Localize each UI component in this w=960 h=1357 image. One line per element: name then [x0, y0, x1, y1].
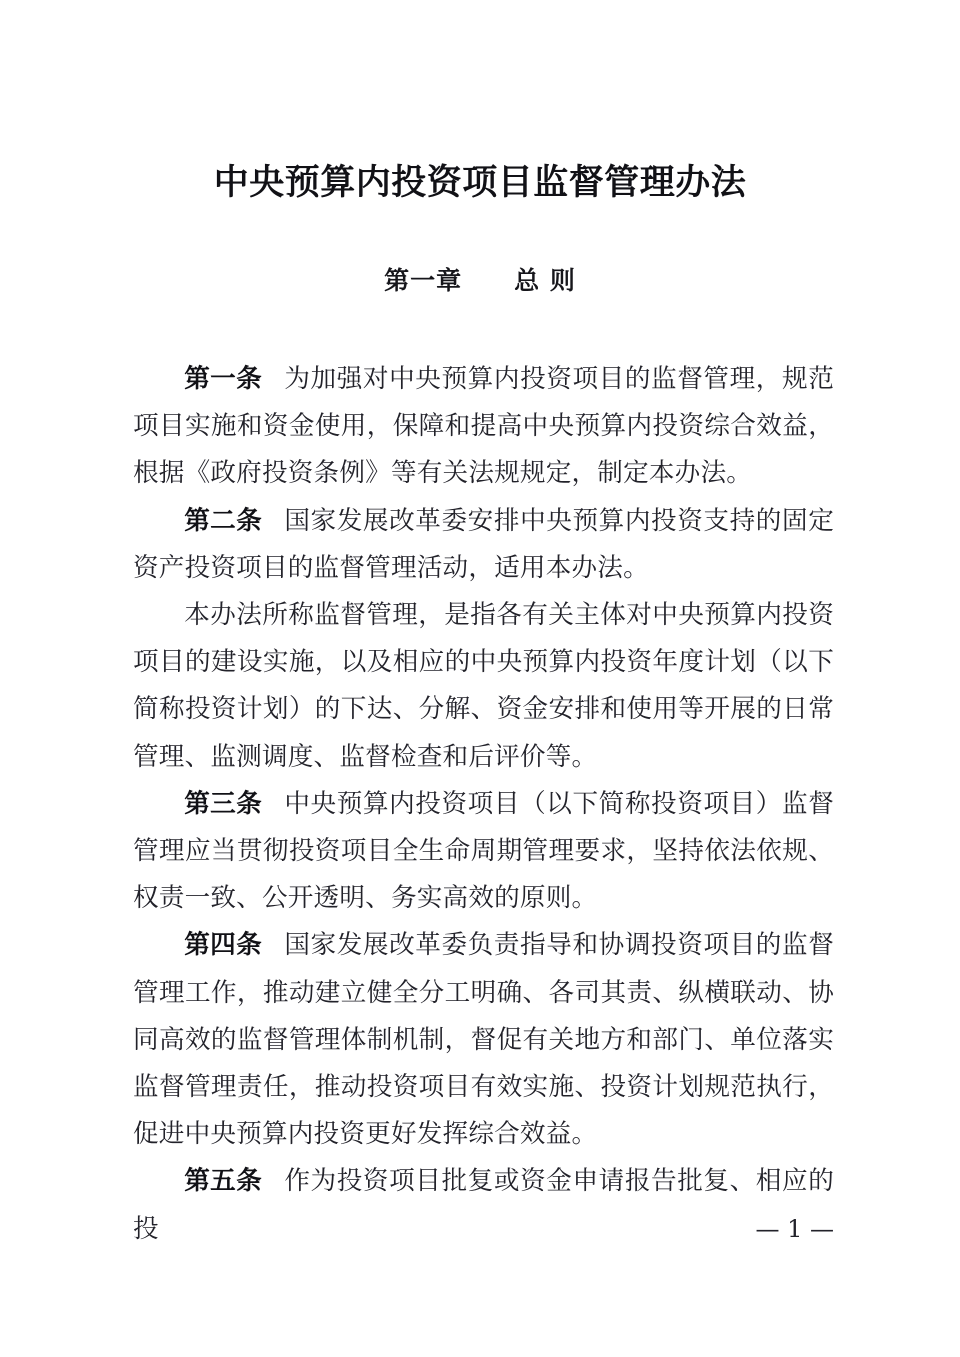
article-label: 第五条: [184, 1166, 263, 1197]
chapter-heading: 第一章 总 则: [384, 266, 576, 295]
article-text: 国家发展改革委负责指导和协调投资项目的监督管理工作，推动建立健全分工明确、各司其责、纵横联动、协同高效的监督管理体制机制，督促有关地方和部门、单位落实监督管理责任，推动投资项目有效实施、投资计划规范执行，促进中央预算内投资更好发挥综合效益。: [133, 930, 834, 1150]
article-label: 第三条: [184, 788, 263, 819]
article-text: 为加强对中央预算内投资项目的监督管理，规范项目实施和资金使用，保障和提高中央预算内投资综合效益，根据《政府投资条例》等有关法规规定，制定本办法。: [133, 364, 834, 489]
article-text: 国家发展改革委安排中央预算内投资支持的固定资产投资项目的监督管理活动，适用本办法。: [133, 505, 834, 583]
page-number-footer: — 1 —: [755, 1215, 834, 1243]
article-label: 第一条: [184, 364, 263, 394]
article-text: 本办法所称监督管理，是指各有关主体对中央预算内投资项目的建设实施，以及相应的中央预算内投资年度计划（以下简称投资计划）的下达、分解、资金安排和使用等开展的日常管理、监测调度、监督检查和后评价等。: [133, 600, 834, 772]
article-paragraph: [133, 592, 834, 781]
article-label: 第四条: [184, 930, 263, 961]
article-paragraph: [133, 356, 834, 498]
document-body: [133, 356, 834, 1253]
article-paragraph: [133, 781, 834, 923]
document-title: 中央预算内投资项目监督管理办法: [213, 162, 747, 203]
article-paragraph: [133, 498, 834, 592]
article-text: 中央预算内投资项目（以下简称投资项目）监督管理应当贯彻投资项目全生命周期管理要求，坚持依法依规、权责一致、公开透明、务实高效的原则。: [133, 788, 834, 914]
article-label: 第二条: [184, 505, 263, 536]
article-text: 作为投资项目批复或资金申请报告批复、相应的投: [133, 1166, 834, 1244]
article-paragraph: [133, 922, 834, 1158]
